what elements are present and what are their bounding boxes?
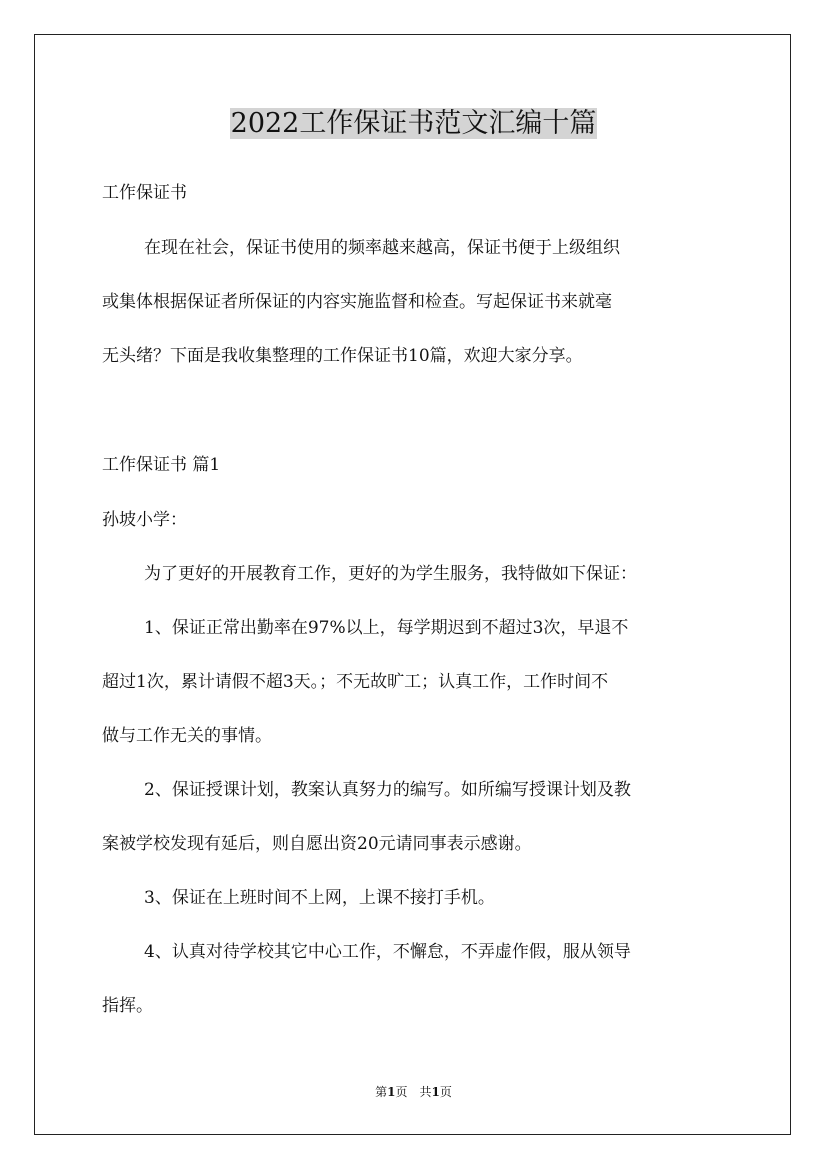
article-heading: 工作保证书 篇1 <box>102 455 221 475</box>
body-line-2: 1、保证正常出勤率在97%以上，每学期迟到不超过3次，早退不 <box>144 618 629 638</box>
footer-page-mid: 页 共 <box>395 1085 432 1099</box>
salutation: 孙坡小学： <box>102 510 187 530</box>
footer-page-prefix: 第 <box>375 1085 388 1099</box>
body-line-5: 2、保证授课计划，教案认真努力的编写。如所编写授课计划及教 <box>144 780 631 800</box>
footer-page-current: 1 <box>387 1085 396 1099</box>
footer-page-suffix: 页 <box>439 1085 452 1099</box>
body-line-3: 超过1次，累计请假不超3天。；不无故旷工；认真工作，工作时间不 <box>102 672 609 692</box>
footer-page-total: 1 <box>431 1085 440 1099</box>
document-title <box>0 104 827 144</box>
intro-line-1: 在现在社会，保证书使用的频率越来越高，保证书便于上级组织 <box>144 238 620 258</box>
intro-line-2: 或集体根据保证者所保证的内容实施监督和检查。写起保证书来就毫 <box>102 292 612 312</box>
body-line-9: 指挥。 <box>102 996 153 1016</box>
body-line-6: 案被学校发现有延后，则自愿出资20元请同事表示感谢。 <box>102 834 532 854</box>
intro-line-3: 无头绪？下面是我收集整理的工作保证书10篇，欢迎大家分享。 <box>102 346 583 366</box>
body-line-1: 为了更好的开展教育工作，更好的为学生服务，我特做如下保证： <box>144 564 637 584</box>
body-line-8: 4、认真对待学校其它中心工作，不懈怠，不弄虚作假，服从领导 <box>144 942 631 962</box>
section-heading: 工作保证书 <box>102 183 187 203</box>
body-line-4: 做与工作无关的事情。 <box>102 726 272 746</box>
document-title-text: 2022工作保证书范文汇编十篇 <box>230 108 597 139</box>
body-line-7: 3、保证在上班时间不上网，上课不接打手机。 <box>144 888 495 908</box>
page-footer <box>0 1084 827 1100</box>
